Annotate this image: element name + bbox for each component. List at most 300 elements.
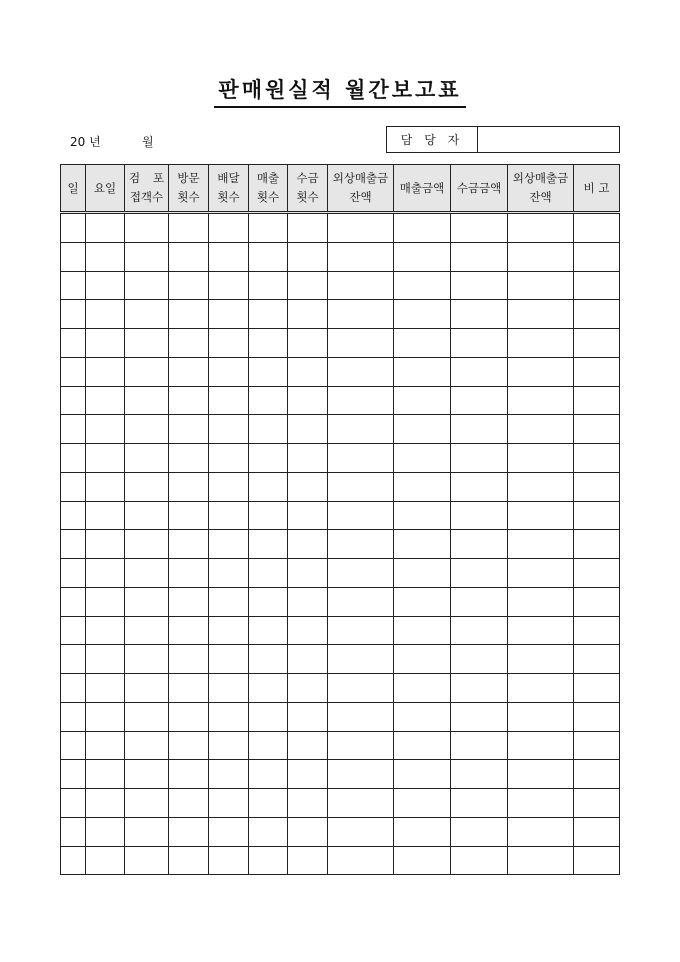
table-cell[interactable] [86,674,125,703]
manager-box [386,126,620,153]
table-cell[interactable] [328,559,394,588]
table-cell[interactable] [328,587,394,616]
table-cell[interactable] [328,530,394,559]
column-header [451,165,508,213]
table-cell[interactable] [451,213,508,243]
table-cell[interactable] [328,415,394,444]
table-cell[interactable] [508,501,574,530]
table-cell[interactable] [169,731,209,760]
table-cell[interactable] [249,242,288,271]
table-cell[interactable] [328,674,394,703]
table-cell[interactable] [451,329,508,358]
table-cell[interactable] [508,702,574,731]
table-cell[interactable] [86,386,125,415]
table-cell[interactable] [61,702,86,731]
table-cell[interactable] [125,645,169,674]
table-cell[interactable] [394,587,451,616]
manager-value-field[interactable] [478,127,619,152]
table-cell[interactable] [288,530,328,559]
table-cell[interactable] [574,444,620,473]
table-cell[interactable] [61,846,86,875]
table-cell[interactable] [288,472,328,501]
table-cell[interactable] [508,817,574,846]
table-cell[interactable] [451,760,508,789]
table-cell[interactable] [394,444,451,473]
table-cell[interactable] [394,300,451,329]
table-row [61,789,620,818]
table-cell[interactable] [61,213,86,243]
table-cell[interactable] [61,386,86,415]
table-cell[interactable] [86,271,125,300]
table-cell[interactable] [249,300,288,329]
table-cell[interactable] [508,789,574,818]
table-cell[interactable] [328,846,394,875]
table-cell[interactable] [86,702,125,731]
table-cell[interactable] [249,731,288,760]
table-cell[interactable] [209,242,249,271]
table-cell[interactable] [125,817,169,846]
table-cell[interactable] [288,645,328,674]
table-cell[interactable] [574,587,620,616]
table-cell[interactable] [451,444,508,473]
table-cell[interactable] [451,616,508,645]
table-cell[interactable] [125,559,169,588]
table-cell[interactable] [209,329,249,358]
table-cell[interactable] [61,817,86,846]
table-cell[interactable] [394,530,451,559]
table-cell[interactable] [328,329,394,358]
table-cell[interactable] [451,415,508,444]
table-cell[interactable] [451,242,508,271]
column-header [249,165,288,213]
table-cell[interactable] [288,213,328,243]
table-cell[interactable] [451,559,508,588]
table-cell[interactable] [209,846,249,875]
table-cell[interactable] [61,501,86,530]
table-cell[interactable] [209,300,249,329]
table-cell[interactable] [508,616,574,645]
table-cell[interactable] [209,530,249,559]
table-cell[interactable] [125,616,169,645]
table-cell[interactable] [508,674,574,703]
table-cell[interactable] [451,271,508,300]
table-cell[interactable] [169,817,209,846]
table-cell[interactable] [125,242,169,271]
table-cell[interactable] [288,616,328,645]
table-cell[interactable] [61,731,86,760]
table-cell[interactable] [125,271,169,300]
table-cell[interactable] [61,530,86,559]
table-cell[interactable] [394,271,451,300]
table-cell[interactable] [249,472,288,501]
table-cell[interactable] [86,501,125,530]
table-cell[interactable] [61,472,86,501]
table-cell[interactable] [574,357,620,386]
table-cell[interactable] [249,587,288,616]
table-cell[interactable] [125,357,169,386]
table-cell[interactable] [574,846,620,875]
table-cell[interactable] [288,444,328,473]
table-cell[interactable] [86,357,125,386]
table-cell[interactable] [209,616,249,645]
table-cell[interactable] [328,472,394,501]
table-cell[interactable] [86,731,125,760]
table-cell[interactable] [61,300,86,329]
document-title: 판매원실적 월간보고표 [218,77,462,102]
table-cell[interactable] [125,213,169,243]
table-cell[interactable] [249,386,288,415]
table-cell[interactable] [451,846,508,875]
table-cell[interactable] [451,789,508,818]
table-cell[interactable] [288,300,328,329]
table-cell[interactable] [574,329,620,358]
table-cell[interactable] [169,415,209,444]
table-cell[interactable] [508,559,574,588]
table-cell[interactable] [288,846,328,875]
table-cell[interactable] [249,789,288,818]
column-header-line: 요일 [93,180,117,195]
table-cell[interactable] [288,559,328,588]
table-cell[interactable] [125,386,169,415]
table-cell[interactable] [249,846,288,875]
table-row [61,760,620,789]
table-cell[interactable] [125,300,169,329]
table-cell[interactable] [574,789,620,818]
table-cell[interactable] [451,674,508,703]
table-cell[interactable] [249,559,288,588]
table-cell[interactable] [508,386,574,415]
table-cell[interactable] [328,731,394,760]
table-cell[interactable] [86,415,125,444]
table-cell[interactable] [169,271,209,300]
table-cell[interactable] [125,415,169,444]
table-cell[interactable] [328,242,394,271]
table-cell[interactable] [86,587,125,616]
table-cell[interactable] [394,386,451,415]
table-cell[interactable] [288,329,328,358]
table-cell[interactable] [394,357,451,386]
table-cell[interactable] [328,645,394,674]
table-cell[interactable] [125,846,169,875]
table-cell[interactable] [574,213,620,243]
table-cell[interactable] [249,674,288,703]
table-cell[interactable] [451,817,508,846]
table-cell[interactable] [508,731,574,760]
table-cell[interactable] [574,386,620,415]
table-cell[interactable] [249,329,288,358]
table-cell[interactable] [394,329,451,358]
table-cell[interactable] [574,616,620,645]
table-cell[interactable] [508,357,574,386]
table-cell[interactable] [169,645,209,674]
table-cell[interactable] [169,386,209,415]
table-cell[interactable] [61,645,86,674]
table-cell[interactable] [451,386,508,415]
table-cell[interactable] [86,329,125,358]
table-cell[interactable] [288,817,328,846]
table-cell[interactable] [86,444,125,473]
table-cell[interactable] [169,300,209,329]
table-cell[interactable] [249,817,288,846]
table-cell[interactable] [169,760,209,789]
table-cell[interactable] [125,731,169,760]
table-cell[interactable] [288,415,328,444]
table-cell[interactable] [125,530,169,559]
table-cell[interactable] [209,444,249,473]
table-cell[interactable] [169,357,209,386]
table-cell[interactable] [61,242,86,271]
table-cell[interactable] [574,817,620,846]
table-cell[interactable] [169,674,209,703]
table-cell[interactable] [86,530,125,559]
table-cell[interactable] [394,789,451,818]
table-cell[interactable] [169,702,209,731]
table-cell[interactable] [508,329,574,358]
table-cell[interactable] [508,300,574,329]
table-cell[interactable] [574,415,620,444]
table-cell[interactable] [125,702,169,731]
table-cell[interactable] [328,271,394,300]
column-header [169,165,209,213]
column-header-line: 매출 [256,171,280,185]
table-cell[interactable] [169,242,209,271]
table-cell[interactable] [328,386,394,415]
column-header-line: 일 [67,180,79,195]
table-cell[interactable] [328,702,394,731]
table-cell[interactable] [86,616,125,645]
table-cell[interactable] [209,587,249,616]
table-cell[interactable] [169,587,209,616]
table-cell[interactable] [328,760,394,789]
table-cell[interactable] [508,213,574,243]
table-cell[interactable] [394,559,451,588]
table-cell[interactable] [169,559,209,588]
table-cell[interactable] [209,674,249,703]
column-header [125,165,169,213]
table-cell[interactable] [209,702,249,731]
table-cell[interactable] [508,846,574,875]
table-cell[interactable] [394,242,451,271]
table-cell[interactable] [86,846,125,875]
table-cell[interactable] [169,472,209,501]
table-cell[interactable] [394,616,451,645]
table-cell[interactable] [574,501,620,530]
table-cell[interactable] [328,213,394,243]
table-cell[interactable] [394,213,451,243]
table-cell[interactable] [209,271,249,300]
table-cell[interactable] [508,645,574,674]
table-row [61,530,620,559]
table-cell[interactable] [394,415,451,444]
table-cell[interactable] [86,472,125,501]
table-cell[interactable] [61,559,86,588]
table-cell[interactable] [288,731,328,760]
table-cell[interactable] [394,472,451,501]
table-cell[interactable] [328,444,394,473]
table-cell[interactable] [288,674,328,703]
table-cell[interactable] [288,242,328,271]
table-cell[interactable] [508,242,574,271]
table-cell[interactable] [249,702,288,731]
table-cell[interactable] [288,271,328,300]
table-cell[interactable] [125,587,169,616]
table-cell[interactable] [86,300,125,329]
column-header-line: 횟수 [256,190,280,204]
table-row [61,559,620,588]
column-header-line: 횟수 [177,190,200,204]
table-cell[interactable] [394,846,451,875]
table-cell[interactable] [574,702,620,731]
table-row [61,674,620,703]
table-cell[interactable] [451,645,508,674]
table-cell[interactable] [328,357,394,386]
table-cell[interactable] [508,587,574,616]
table-cell[interactable] [86,817,125,846]
table-cell[interactable] [451,472,508,501]
table-cell[interactable] [574,271,620,300]
table-cell[interactable] [574,760,620,789]
table-cell[interactable] [288,587,328,616]
table-cell[interactable] [394,817,451,846]
table-cell[interactable] [125,444,169,473]
table-cell[interactable] [451,357,508,386]
table-cell[interactable] [574,645,620,674]
manager-label: 담 당 자 [387,127,478,152]
table-cell[interactable] [169,530,209,559]
table-cell[interactable] [209,789,249,818]
table-cell[interactable] [61,760,86,789]
table-cell[interactable] [209,501,249,530]
table-cell[interactable] [508,271,574,300]
table-cell[interactable] [288,501,328,530]
table-cell[interactable] [169,213,209,243]
table-cell[interactable] [451,530,508,559]
table-cell[interactable] [209,472,249,501]
table-cell[interactable] [574,472,620,501]
table-cell[interactable] [394,674,451,703]
table-cell[interactable] [61,329,86,358]
table-row [61,702,620,731]
table-cell[interactable] [508,760,574,789]
table-cell[interactable] [209,559,249,588]
table-cell[interactable] [86,645,125,674]
table-cell[interactable] [288,386,328,415]
table-cell[interactable] [288,702,328,731]
table-cell[interactable] [288,760,328,789]
table-cell[interactable] [574,530,620,559]
table-cell[interactable] [209,213,249,243]
table-cell[interactable] [209,817,249,846]
table-cell[interactable] [249,501,288,530]
table-cell[interactable] [125,789,169,818]
table-cell[interactable] [328,817,394,846]
table-cell[interactable] [86,760,125,789]
table-cell[interactable] [125,472,169,501]
table-cell[interactable] [249,645,288,674]
table-cell[interactable] [209,645,249,674]
table-cell[interactable] [249,415,288,444]
table-cell[interactable] [169,846,209,875]
table-cell[interactable] [61,789,86,818]
table-cell[interactable] [249,616,288,645]
table-cell[interactable] [61,616,86,645]
table-cell[interactable] [209,386,249,415]
table-cell[interactable] [394,645,451,674]
column-header-line: 횟수 [296,190,319,204]
table-cell[interactable] [328,300,394,329]
table-cell[interactable] [61,587,86,616]
table-cell[interactable] [249,530,288,559]
table-row [61,616,620,645]
table-cell[interactable] [61,444,86,473]
table-cell[interactable] [249,444,288,473]
table-cell[interactable] [574,559,620,588]
table-cell[interactable] [86,242,125,271]
table-cell[interactable] [169,616,209,645]
table-cell[interactable] [574,674,620,703]
table-cell[interactable] [451,300,508,329]
table-cell[interactable] [328,501,394,530]
table-cell[interactable] [508,444,574,473]
table-cell[interactable] [451,731,508,760]
table-row [61,271,620,300]
table-cell[interactable] [394,731,451,760]
table-cell[interactable] [125,760,169,789]
table-cell[interactable] [328,616,394,645]
table-cell[interactable] [169,329,209,358]
table-cell[interactable] [574,731,620,760]
table-row [61,329,620,358]
table-cell[interactable] [508,415,574,444]
table-cell[interactable] [209,731,249,760]
table-cell[interactable] [249,213,288,243]
table-cell[interactable] [394,760,451,789]
table-cell[interactable] [451,501,508,530]
table-cell[interactable] [86,559,125,588]
table-cell[interactable] [209,415,249,444]
table-cell[interactable] [249,357,288,386]
table-cell[interactable] [508,472,574,501]
table-cell[interactable] [125,674,169,703]
table-cell[interactable] [328,789,394,818]
table-cell[interactable] [249,760,288,789]
table-cell[interactable] [86,789,125,818]
table-cell[interactable] [288,357,328,386]
table-cell[interactable] [209,760,249,789]
table-cell[interactable] [86,213,125,243]
month-label: 월 [142,135,154,149]
table-cell[interactable] [394,501,451,530]
table-cell[interactable] [209,357,249,386]
table-cell[interactable] [61,357,86,386]
table-cell[interactable] [451,587,508,616]
table-cell[interactable] [169,501,209,530]
table-cell[interactable] [169,444,209,473]
table-cell[interactable] [125,329,169,358]
table-cell[interactable] [249,271,288,300]
table-cell[interactable] [574,242,620,271]
table-cell[interactable] [574,300,620,329]
table-cell[interactable] [125,501,169,530]
table-cell[interactable] [61,271,86,300]
table-cell[interactable] [169,789,209,818]
table-cell[interactable] [288,789,328,818]
table-cell[interactable] [61,674,86,703]
table-cell[interactable] [508,530,574,559]
table-cell[interactable] [61,415,86,444]
table-cell[interactable] [394,702,451,731]
table-cell[interactable] [451,702,508,731]
